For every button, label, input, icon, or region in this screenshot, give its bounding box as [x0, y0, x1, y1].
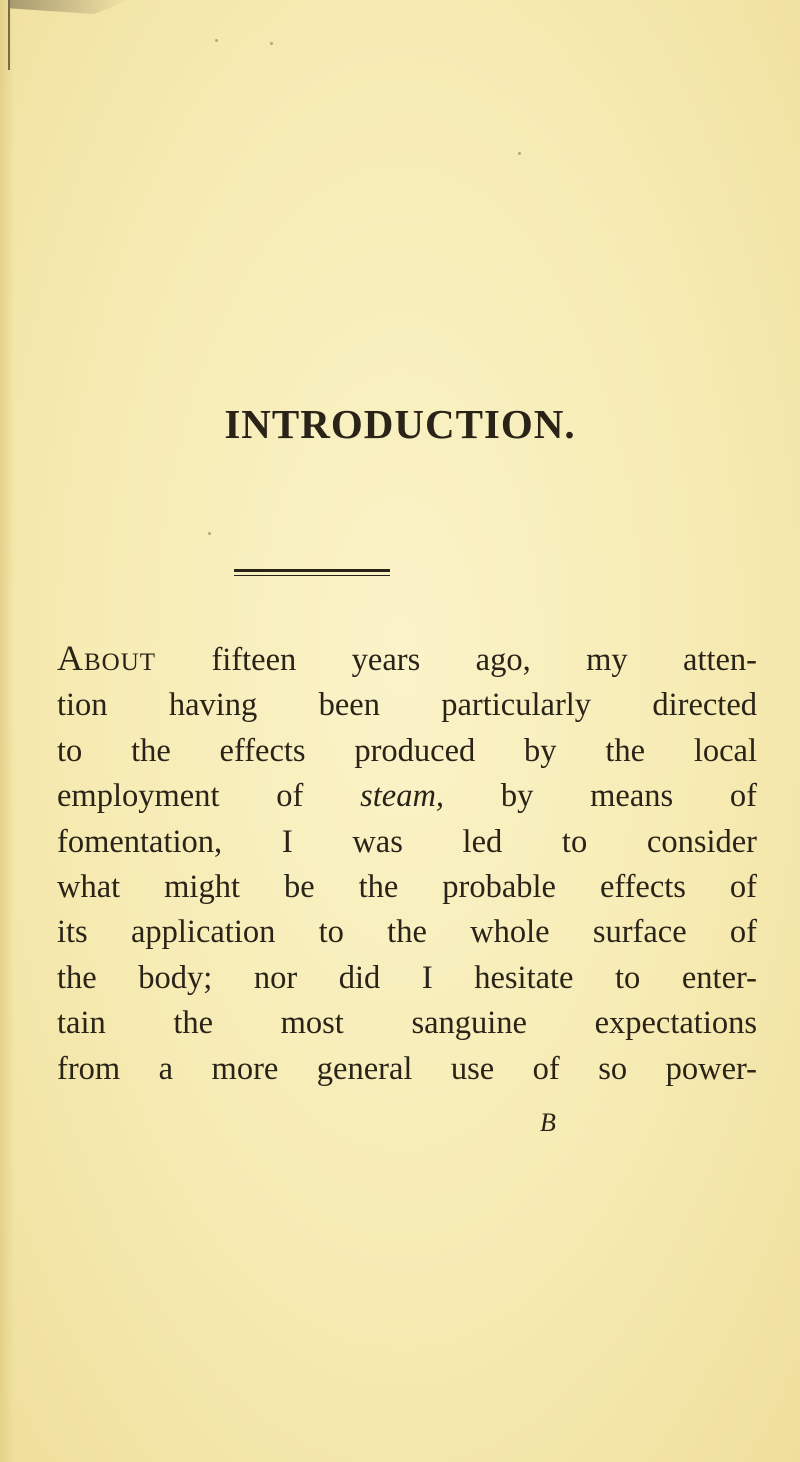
emphasized-word: steam, — [360, 778, 445, 815]
text-line: tion having been particularly directed — [57, 687, 757, 724]
text-line: the body; nor did I hesitate to enter- — [57, 959, 757, 996]
text-line: tain the most sanguine expectations — [57, 1005, 757, 1042]
paper-speck — [518, 152, 521, 155]
page-edge-line — [8, 0, 10, 70]
text-line: to the effects produced by the local — [57, 732, 757, 769]
text-line: its application to the whole surface of — [57, 914, 757, 951]
body-paragraph — [57, 636, 757, 1092]
corner-stain — [10, 0, 130, 14]
text-line: what might be the probable effects of — [57, 869, 757, 906]
title-rule-thin — [234, 575, 390, 576]
text-line: fomentation, I was led to consider — [57, 823, 757, 860]
page-edge-shadow — [0, 0, 14, 1462]
paper-speck — [208, 532, 211, 535]
page-title: INTRODUCTION. — [224, 401, 576, 447]
paper-speck — [215, 39, 218, 42]
text-line — [57, 636, 757, 683]
title-rule-thick — [234, 569, 390, 572]
text-line: from a more general use of so power- — [57, 1050, 757, 1087]
line-text: fifteen years ago, my atten- — [156, 642, 757, 678]
signature-mark: B — [540, 1108, 556, 1137]
text-line — [57, 774, 757, 819]
line-text: employment of — [57, 778, 361, 815]
lead-word: About — [57, 638, 157, 678]
paper-speck — [270, 42, 273, 45]
line-text: by means of — [444, 778, 757, 815]
